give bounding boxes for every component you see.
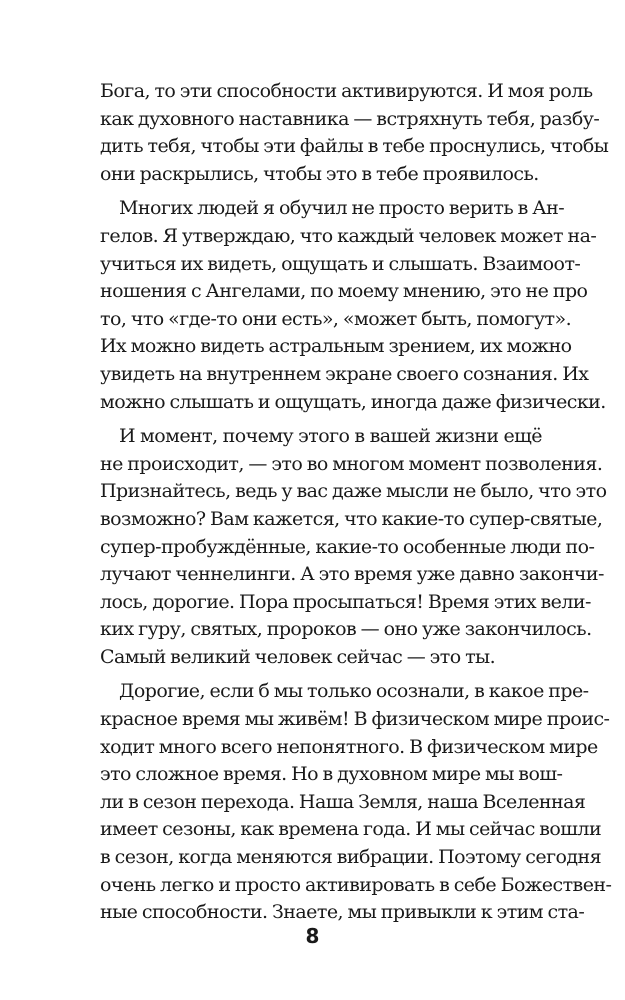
page-number: 8 [305,924,320,948]
page-body [100,78,612,927]
text-line: Их можно видеть астральным зрением, их можно [100,335,572,358]
text-line: увидеть на внутреннем экране своего сознания. Их [100,362,589,385]
text-line: это сложное время. Но в духовном мире мы вош- [100,763,563,786]
text-line: очень легко и просто активировать в себе Божествен- [100,873,612,896]
text-line: супер-пробуждённые, какие-то особенные люди по- [100,535,595,558]
text-line: Самый великий человек сейчас — это ты. [100,645,496,668]
paragraph-3 [100,423,607,671]
text-line: лось, дорогие. Пора просыпаться! Время этих вели- [100,590,591,613]
text-line: дить тебя, чтобы эти файлы в тебе проснулись, чтобы [100,135,609,158]
text-line: ходит много всего непонятного. В физическом мире [100,735,598,758]
text-line: как духовного наставника — встряхнуть тебя, разбу- [100,107,600,130]
text-line: ких гуру, святых, пророков — оно уже закончилось. [100,618,592,641]
paragraph-4 [100,678,612,926]
text-line: Многих людей я обучил не просто верить в Ан- [119,197,565,220]
text-line: Бога, то эти способности активируются. И моя роль [100,80,593,102]
text-line: они раскрылись, чтобы это в тебе проявилось. [100,162,539,185]
paragraph-2 [100,195,606,416]
text-line: лучают ченнелинги. А это время уже давно закончи- [100,563,604,586]
text-line: ные способности. Знаете, мы привыкли к этим ста- [100,901,585,924]
text-line: не происходит, — это во многом момент позволения. [100,452,603,475]
text-line: учиться их видеть, ощущать и слышать. Взаимоот- [100,252,581,275]
paragraph-1 [100,78,609,188]
text-line: Дорогие, если б мы только осознали, в какое пре- [119,680,589,703]
text-line: в сезон, когда меняются вибрации. Поэтому сегодня [100,846,602,869]
text-line: Признайтесь, ведь у вас даже мысли не было, что это [100,480,607,503]
text-line: ношения с Ангелами, по моему мнению, это не про [100,280,588,303]
text-line: красное время мы живём! В физическом мире проис- [100,708,610,731]
text-line: ли в сезон перехода. Наша Земля, наша Вселенная [100,790,586,813]
text-line: можно слышать и ощущать, иногда даже физически. [100,390,606,413]
text-line: имеет сезоны, как времена года. И мы сейчас вошли [100,818,602,841]
text-line: то, что «где-то они есть», «может быть, помогут». [100,307,572,330]
text-line: гелов. Я утверждаю, что каждый человек может на- [100,224,597,247]
text-line: возможно? Вам кажется, что какие-то супер-святые, [100,507,603,530]
text-line: И момент, почему этого в вашей жизни ещё [119,425,542,448]
